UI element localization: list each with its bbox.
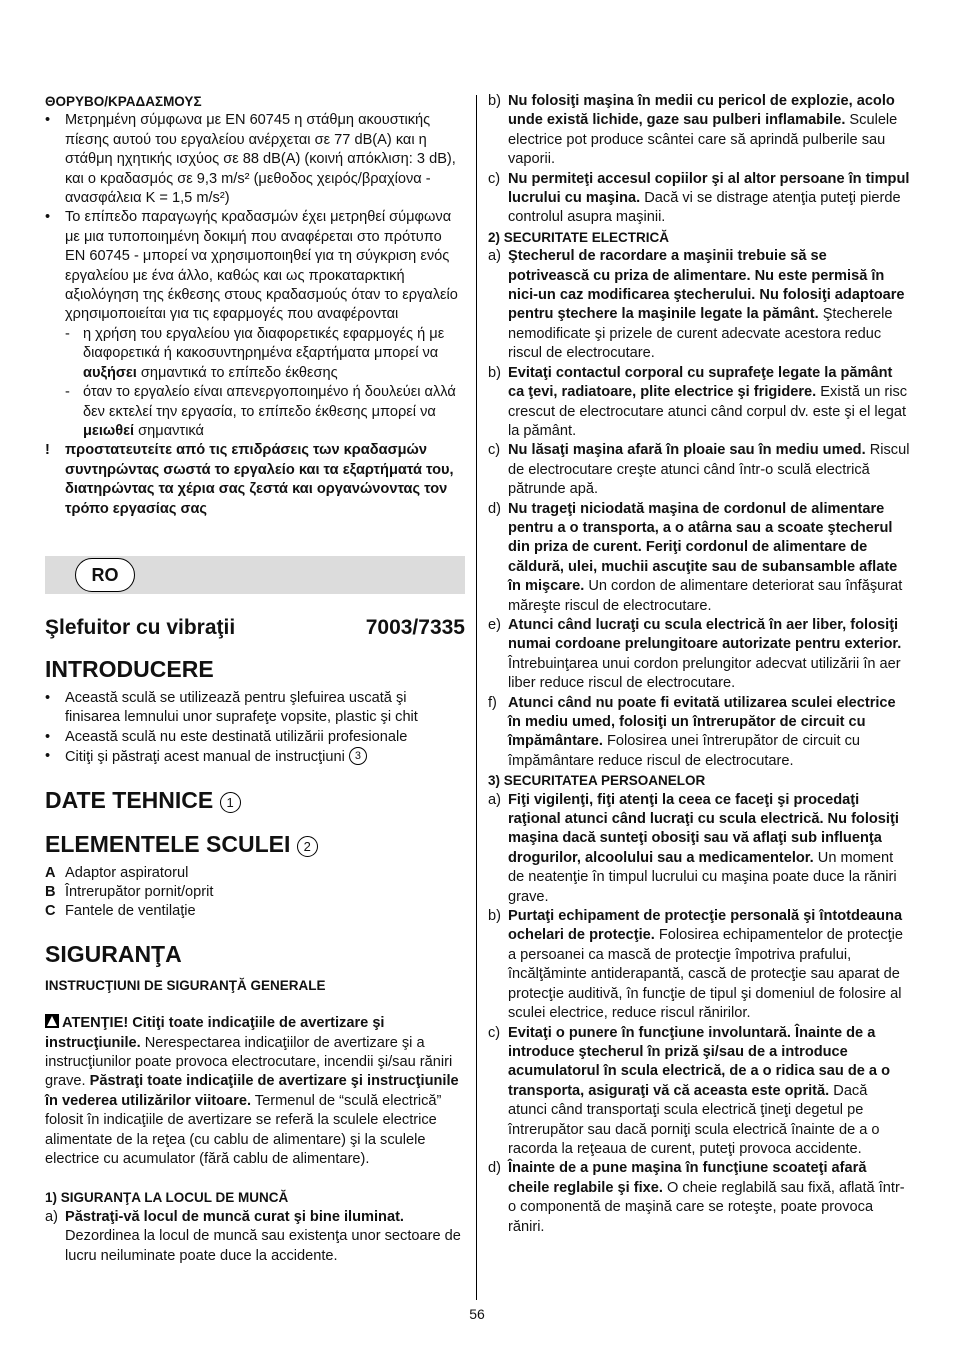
page-number: 56 bbox=[469, 1306, 485, 1322]
greek-noise-heading: ΘΟΡΥΒΟ/ΚΡΑΔΑΣΜΟΥΣ bbox=[45, 94, 202, 109]
element-item: B Întrerupător pornit/oprit bbox=[45, 883, 214, 900]
personal-item-c: c) Evitaţi o punere în funcţiune involuntară. Înainte de a introduce ştecherul în priză şi/sau de a introduce acumulatorul în scula electrică, de a o ridica sau de a o transporta, asiguraţi vă că aceasta este oprită. Dacă atunci când transportaţi scula electrică ţineţi degetul pe întrerupător sau dacă porniţi scula electrică înainte de a o racorda la reţeaua de curent, puteţi provoca accidente. bbox=[488, 1024, 891, 1157]
electric-item-e: e) Atunci când lucraţi cu scula electrică în aer liber, folosiţi numai cordoane prelungitoare autorizate pentru exterior. Întrebuinţarea unui cordon prelungitor adecvat utilizării în aer liber reduce riscul de electrocutare. bbox=[488, 616, 902, 692]
element-item: C Fantele de ventilaţie bbox=[45, 903, 196, 920]
greek-bullet-1: • Μετρημένη σύμφωνα με EN 60745 η στάθμη ακουστικής πίεσης αυτού του εργαλείου ανέρχεται σε 77 dB(A) και η στάθμη ηχητικής ισχύος σε 88 dB(A) (κοινή απόκλιση: 3 dB), και ο κραδασμός σε 9,3 m/s² (μεθοδος χειρός/βραχίονα - ανασφάλεια K = 1,5 m/s²) bbox=[45, 112, 456, 207]
warning-triangle-icon bbox=[45, 1014, 59, 1028]
greek-warning: ! προστατευτείτε από τις επιδράσεις των κραδασμών συντηρώντας σωστά το εργαλείο και τα εξαρτήματά του, διατηρώντας τα χέρια σας ζεστά και οργανώνοντας τον τρόπο εργασίας σας bbox=[45, 442, 454, 517]
figure-ref-3: 3 bbox=[349, 747, 367, 765]
greek-sub-item-1: - η χρήση του εργαλείου για διαφορετικές εφαρμογές ή με διαφορετικά ή κακοσυντηρημένα εξαρτήματα μπορεί να αυξήσει σημαντικά το επίπεδο έκθεσης bbox=[65, 325, 445, 381]
column-divider bbox=[476, 95, 477, 1300]
tech-data-heading: DATE TEHNICE 1 bbox=[45, 786, 465, 814]
attention-paragraph: ATENŢIE! Citiţi toate indicaţiile de avertizare şi instrucţiunile. Nerespectarea indicaţiilor de avertizare şi a instrucţiunilor poate provoca electrocutare, incendii şi/sau răniri grave. Păstraţi toate indicaţiile de avertizare şi instrucţiunile în vederea utilizărilor viitoare. Termenul de “sculă electrică” folosit în indicaţiile de avertizare se referă la sculele electrice alimentate de la reţea (cu cablu de alimentare) şi la sculele electrice cu acumulator (fără cablu de alimentare). bbox=[45, 1015, 459, 1168]
safety-heading: SIGURANŢA bbox=[45, 940, 182, 967]
workplace-safety-heading: 1) SIGURANŢA LA LOCUL DE MUNCĂ bbox=[45, 1190, 289, 1206]
general-safety-heading: INSTRUCŢIUNI DE SIGURANŢĂ GENERALE bbox=[45, 977, 326, 993]
intro-item: • Această sculă nu este destinată utilizării profesionale bbox=[45, 728, 408, 745]
workplace-item-a: a) Păstraţi-vă locul de muncă curat şi bine iluminat. Dezordinea la locul de muncă sau existenţa unor sectoare de lucru neiluminate poate duce la accidente. bbox=[45, 1208, 461, 1264]
product-model: 7003/7335 bbox=[365, 615, 465, 639]
workplace-item-c: c) Nu permiteţi accesul copiilor şi al altor persoane în timpul lucrului cu maşina. Dacă vi se distrage atenţia puteţi pierde controlul asupra maşinii. bbox=[488, 170, 910, 226]
product-name: Şlefuitor cu vibraţii bbox=[45, 615, 236, 639]
greek-bullet-2: • Το επίπεδο παραγωγής κραδασμών έχει μετρηθεί σύμφωνα με μια τυποποιημένη δοκιμή που αναφέρεται στο πρότυπο EN 60745 - μπορεί να χρησιμοποιηθεί για τη σύγκριση ενός εργαλείου με ένα άλλο, καθώς και ως προκαταρκτική αξιολόγηση της έκθεσης στους κραδασμούς όταν το εργαλείο χρησιμοποιείται για τις εφαρμογές που αναφέρονται bbox=[45, 209, 458, 323]
personal-item-d: d) Înainte de a pune maşina în funcţiune scoateţi afară cheile reglabile şi fixe. O cheie reglabilă sau fixă, aflată într-o componentă de maşină care se roteşte, poate provoca răniri. bbox=[488, 1160, 905, 1235]
tool-elements-heading: ELEMENTELE SCULEI 2 bbox=[45, 830, 465, 858]
intro-item: • Citiţi şi păstraţi acest manual de instrucţiuni 3 bbox=[45, 747, 465, 767]
element-item: A Adaptor aspiratorul bbox=[45, 864, 189, 881]
personal-item-a: a) Fiţi vigilenţi, fiţi atenţi la ceea ce faceţi şi procedaţi raţional atunci când lucraţi cu scula electrică. Nu folosiţi maşina dacă sunteţi obosiţi sau vă aflaţi sub influenţa drogurilor, alcoolului sau a medicamentelor. Un moment de neatenţie în timpul lucrului cu maşina poate duce la răniri grave. bbox=[488, 791, 899, 905]
figure-ref-2: 2 bbox=[297, 836, 318, 857]
right-column bbox=[488, 92, 910, 1237]
intro-heading: INTRODUCERE bbox=[45, 655, 214, 682]
language-badge: RO bbox=[75, 558, 135, 592]
electric-item-a: a) Ştecherul de racordare a maşinii trebuie să se potrivească cu priza de alimentare. Nu este permisă în nici-un caz modificarea ştecherului. Nu folosiţi adaptoare pentru ştechere la maşinile legate la pământ. Ştecherele nemodificate şi prizele de curent adecvate acestora reduc riscul de electrocutare. bbox=[488, 248, 905, 362]
figure-ref-1: 1 bbox=[220, 792, 241, 813]
workplace-item-b: b) Nu folosiţi maşina în medii cu pericol de explozie, acolo unde există lichide, gaze sau pulberi inflamabile. Sculele electrice pot produce scântei care să aprindă pulberile sau vaporii. bbox=[488, 93, 898, 168]
language-band bbox=[45, 556, 465, 594]
personal-item-b: b) Purtaţi echipament de protecţie personală şi întotdeauna ochelari de protecţie. Folosirea echipamentelor de protecţie a persoanei ca mască de protecţie împotriva prafului, încălţăminte antiderapantă, cască de protecţie sau aparat de protecţie auditivă, în funcţie de tipul şi domeniul de folosire al sculei electrice, reduce riscul rănirilor. bbox=[488, 908, 904, 1022]
product-title bbox=[45, 615, 465, 641]
electric-item-c: c) Nu lăsaţi maşina afară în ploaie sau în mediu umed. Riscul de electrocutare creşte atunci când într-o sculă electrică pătrunde apă. bbox=[488, 442, 910, 498]
electric-item-d: d) Nu trageţi niciodată maşina de cordonul de alimentare pentru a o transporta, a o atârna sau a scoate ştecherul din priza de curent. Feriţi cordonul de alimentare de căldură, ulei, muchii ascuţite sau de subansamble aflate în mişcare. Un cordon de alimentare deteriorat sau înfăşurat măreşte riscul de electrocutare. bbox=[488, 500, 903, 614]
greek-sub-item-2: - όταν το εργαλείο είναι απενεργοποιημένο ή δουλεύει αλλά δεν εκτελεί την εργασία, το επίπεδο έκθεσης μπορεί να μειωθεί σημαντικά bbox=[65, 384, 456, 439]
left-column bbox=[45, 92, 465, 1266]
electric-item-f: f) Atunci când nu poate fi evitată utilizarea sculei electrice în mediu umed, folosiţi un întrerupător de circuit cu împământare. Folosirea unei întrerupător de circuit cu împământare reduce riscul de electrocutare. bbox=[488, 694, 896, 769]
electric-item-b: b) Evitaţi contactul corporal cu suprafeţe legate la pământ ca ţevi, radiatoare, plite electrice şi frigidere. Există un risc crescut de electrocutare atunci când corpul dv. este şi el legat la pământ. bbox=[488, 364, 908, 439]
electric-safety-heading: 2) SECURITATE ELECTRICĂ bbox=[488, 229, 670, 245]
intro-item: • Această sculă se utilizează pentru şlefuirea uscată şi finisarea lemnului unor suprafeţe vopsite, plastic şi chit bbox=[45, 689, 418, 726]
personal-safety-heading: 3) SECURITATEA PERSOANELOR bbox=[488, 773, 706, 789]
